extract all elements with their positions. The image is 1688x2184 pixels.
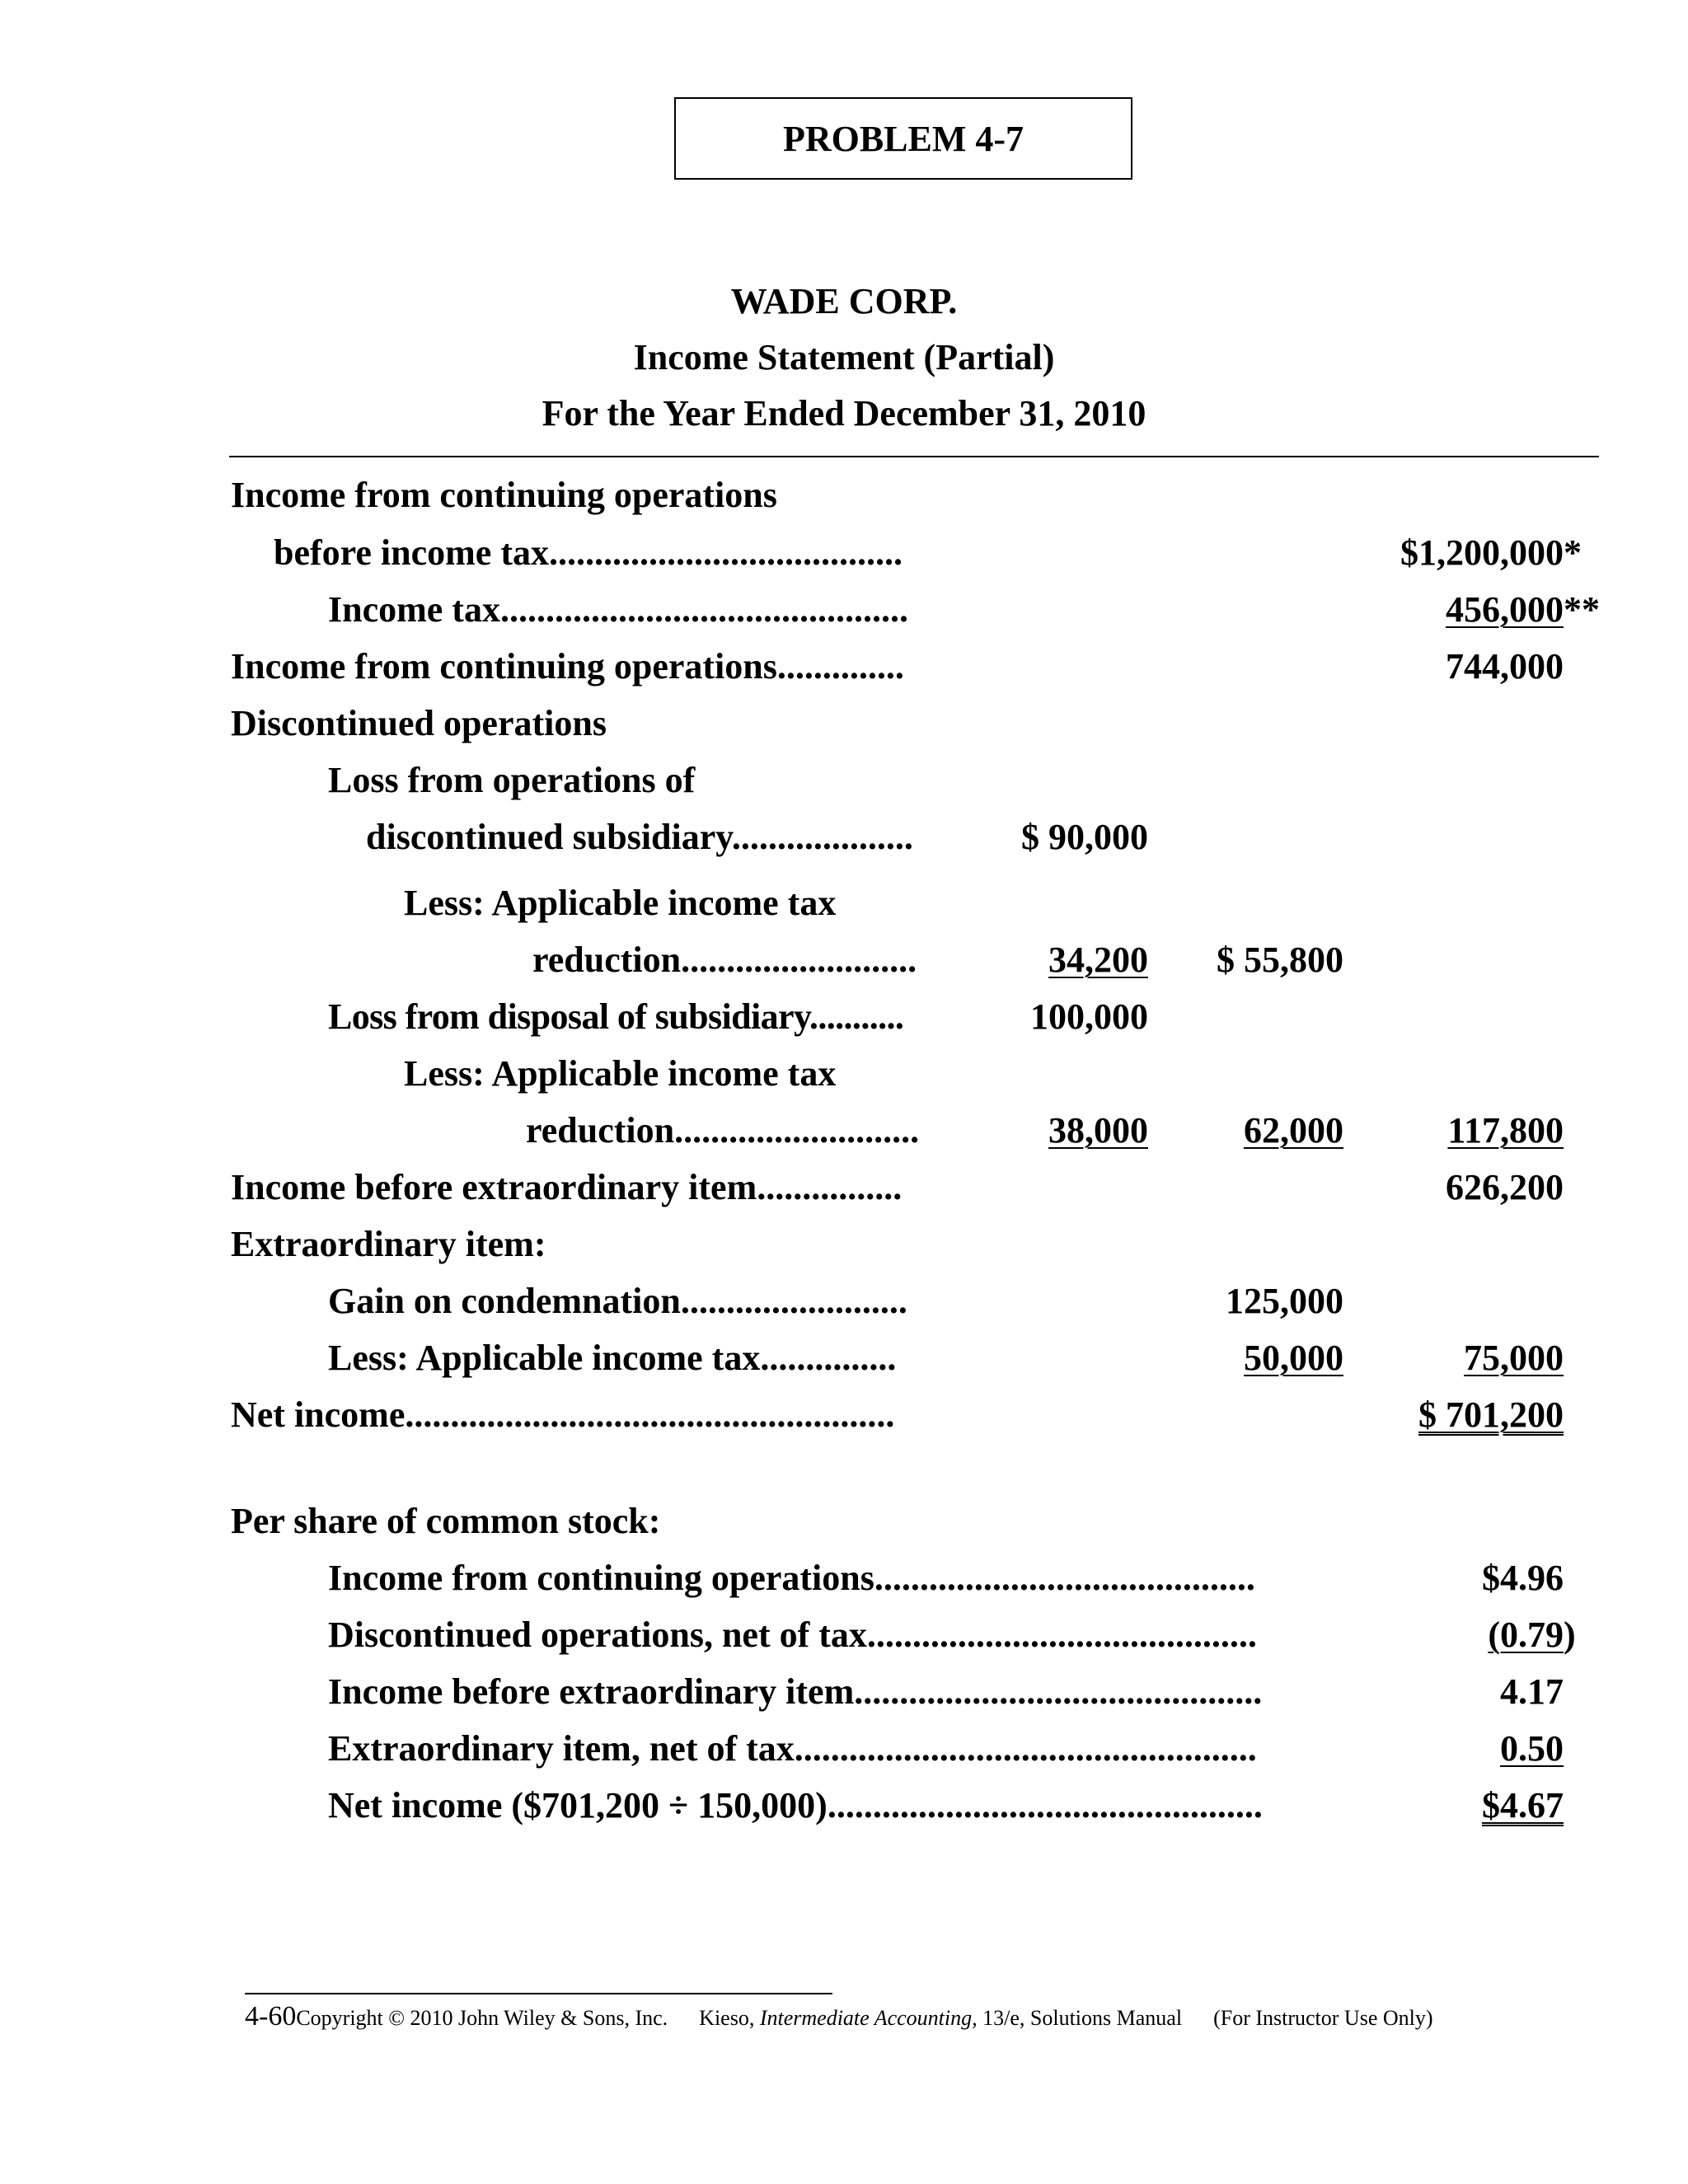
header-divider xyxy=(229,456,1599,457)
footer-divider xyxy=(245,1993,832,1994)
statement-row xyxy=(0,992,1688,1042)
problem-title-box xyxy=(674,97,1132,180)
amount xyxy=(1001,935,1148,985)
per-share-label: Net income ($701,200 ÷ 150,000)................................................ xyxy=(328,1785,1263,1825)
row-label: Income from continuing operations xyxy=(231,475,777,515)
row-label: Income before extraordinary item................ xyxy=(231,1167,903,1207)
per-share-row xyxy=(0,1724,1688,1774)
statement-row xyxy=(0,1220,1688,1269)
statement-row xyxy=(0,642,1688,691)
amount-value: 62,000 xyxy=(1244,1110,1343,1151)
amount: 744,000 xyxy=(1446,646,1564,687)
row-label: Less: Applicable income tax xyxy=(404,883,837,923)
amount xyxy=(1389,1106,1564,1155)
per-share-value: $4.96 xyxy=(1482,1558,1564,1598)
amount xyxy=(1195,1333,1343,1383)
amount: $ 90,000 xyxy=(1021,817,1148,857)
statement-row xyxy=(0,935,1688,985)
amount xyxy=(1389,585,1564,635)
statement-row xyxy=(0,699,1688,748)
per-share-value-text: $4.67 xyxy=(1482,1785,1564,1825)
closing-paren: ) xyxy=(1564,1615,1576,1655)
amount-value: 34,200 xyxy=(1048,940,1148,980)
amount xyxy=(1001,1106,1148,1155)
statement-row xyxy=(0,879,1688,928)
statement-row xyxy=(0,813,1688,862)
amount: $1,200,000 xyxy=(1400,532,1564,573)
problem-title: PROBLEM 4-7 xyxy=(782,118,1025,159)
statement-row xyxy=(0,1333,1688,1383)
amount: $ 55,800 xyxy=(1217,940,1343,980)
per-share-heading-row xyxy=(0,1497,1688,1546)
row-label: Net income...................................................... xyxy=(231,1394,895,1435)
per-share-label: Income before extraordinary item............................................. xyxy=(328,1671,1263,1712)
statement-row xyxy=(0,1106,1688,1155)
book-title: Intermediate Accounting, xyxy=(759,2006,978,2030)
footnote-mark: ** xyxy=(1564,589,1600,630)
row-label: Discontinued operations xyxy=(231,703,607,743)
per-share-row xyxy=(0,1554,1688,1603)
row-label: discontinued subsidiary.................... xyxy=(366,817,913,857)
statement-title: Income Statement (Partial) xyxy=(633,337,1055,377)
statement-row xyxy=(0,471,1688,520)
per-share-label: Income from continuing operations.......................................... xyxy=(328,1558,1255,1598)
per-share-value xyxy=(1389,1610,1564,1660)
amount: 100,000 xyxy=(1030,996,1148,1037)
amount-value: 38,000 xyxy=(1048,1110,1148,1151)
amount-value: 75,000 xyxy=(1464,1338,1564,1378)
row-label: reduction........................... xyxy=(526,1110,920,1151)
statement-row xyxy=(0,585,1688,635)
per-share-row xyxy=(0,1610,1688,1660)
company-name: WADE CORP. xyxy=(730,281,958,321)
page-footer xyxy=(245,2001,1433,2032)
statement-period: For the Year Ended December 31, 2010 xyxy=(542,393,1146,434)
amount-value: 50,000 xyxy=(1244,1338,1343,1378)
statement-row xyxy=(0,1049,1688,1099)
row-label: Less: Applicable income tax............... xyxy=(328,1338,897,1378)
amount: 626,200 xyxy=(1446,1167,1564,1207)
amount-value: $ 701,200 xyxy=(1418,1394,1564,1435)
instructor-note: (For Instructor Use Only) xyxy=(1213,2006,1433,2030)
per-share-value-text: 0.50 xyxy=(1500,1728,1564,1769)
statement-row xyxy=(0,756,1688,805)
row-label: Income tax............................................. xyxy=(328,589,908,630)
amount xyxy=(1389,1390,1564,1440)
book-edition: 13/e, Solutions Manual xyxy=(977,2006,1183,2030)
per-share-value xyxy=(1389,1781,1564,1830)
per-share-label: Extraordinary item, net of tax................................................... xyxy=(328,1728,1257,1769)
amount: 125,000 xyxy=(1226,1281,1343,1321)
amount-value: 456,000 xyxy=(1446,589,1564,630)
per-share-value-text: (0.79 xyxy=(1488,1615,1564,1655)
per-share-row xyxy=(0,1781,1688,1830)
per-share-label: Discontinued operations, net of tax........................................... xyxy=(328,1615,1257,1655)
per-share-heading: Per share of common stock: xyxy=(231,1501,661,1541)
statement-row xyxy=(0,1163,1688,1212)
row-label: Extraordinary item: xyxy=(231,1224,546,1264)
statement-row xyxy=(0,1390,1688,1440)
amount xyxy=(1195,1106,1343,1155)
statement-row xyxy=(0,1277,1688,1326)
footnote-mark: * xyxy=(1564,532,1582,573)
amount xyxy=(1389,1333,1564,1383)
per-share-row xyxy=(0,1667,1688,1717)
per-share-value xyxy=(1389,1724,1564,1774)
row-label: Income from continuing operations.............. xyxy=(231,646,904,687)
row-label: before income tax....................................... xyxy=(274,532,903,573)
row-label: Gain on condemnation......................... xyxy=(328,1281,907,1321)
row-label: Loss from disposal of subsidiary........... xyxy=(328,996,904,1037)
row-label: reduction.......................... xyxy=(532,940,917,980)
per-share-value: 4.17 xyxy=(1500,1671,1564,1712)
copyright-text: Copyright © 2010 John Wiley & Sons, Inc. xyxy=(296,2006,668,2030)
book-author: Kieso, xyxy=(699,2006,760,2030)
row-label: Loss from operations of xyxy=(328,760,696,800)
row-label: Less: Applicable income tax xyxy=(404,1053,837,1094)
amount-value: 117,800 xyxy=(1447,1110,1564,1151)
page-number: 4-60 xyxy=(245,2001,297,2032)
statement-row xyxy=(0,528,1688,578)
